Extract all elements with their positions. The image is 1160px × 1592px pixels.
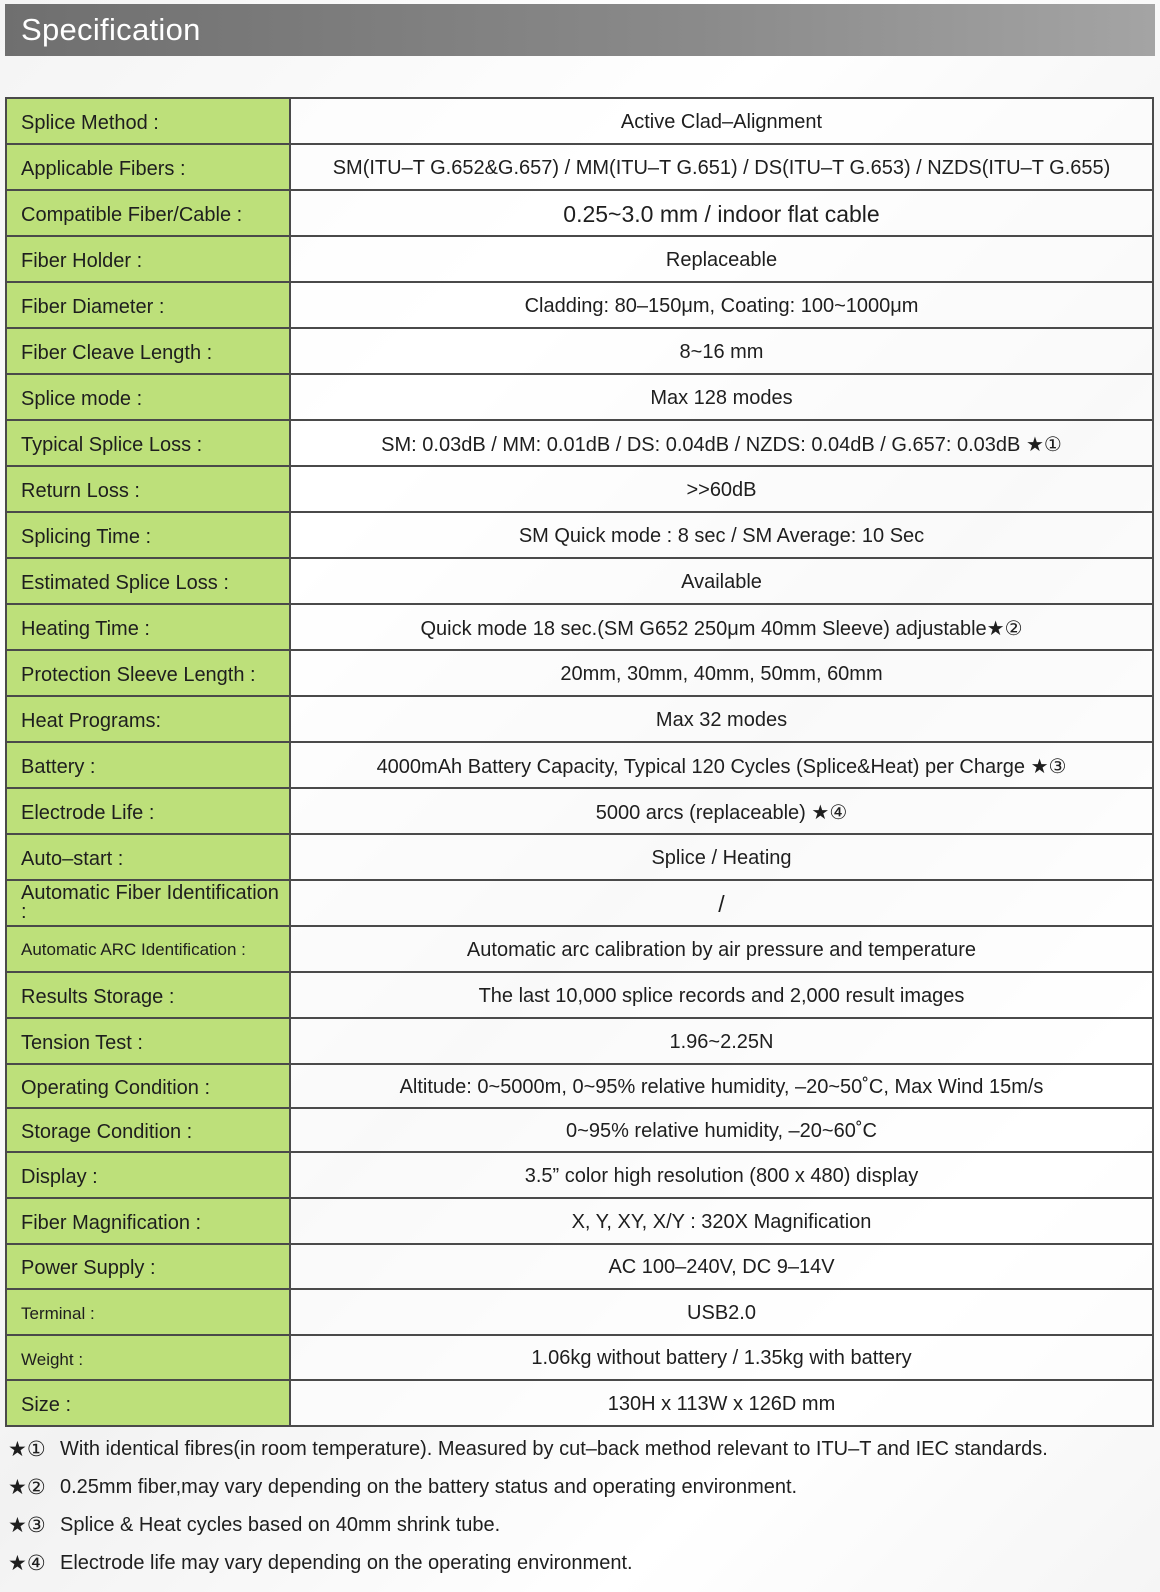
spec-label: Weight : (6, 1335, 290, 1380)
table-row (6, 144, 1153, 190)
spec-value: 4000mAh Battery Capacity, Typical 120 Cycles (Splice&Heat) per Charge ★③ (290, 742, 1153, 788)
table-row (6, 1289, 1153, 1335)
spec-value: 1.06kg without battery / 1.35kg with battery (290, 1335, 1153, 1380)
spec-label: Display : (6, 1152, 290, 1198)
table-row (6, 1018, 1153, 1064)
spec-label: Terminal : (6, 1289, 290, 1335)
table-row (6, 742, 1153, 788)
spec-label: Applicable Fibers : (6, 144, 290, 190)
spec-value: >>60dB (290, 466, 1153, 512)
table-row (6, 1244, 1153, 1289)
spec-label: Fiber Holder : (6, 236, 290, 282)
footnote-mark: ★① (8, 1437, 46, 1461)
header-bar (5, 4, 1155, 56)
spec-label: Tension Test : (6, 1018, 290, 1064)
footnote-text: With identical fibres(in room temperature). Measured by cut–back method relevant to ITU–T and IEC standards. (60, 1437, 1048, 1460)
spec-value: SM Quick mode : 8 sec / SM Average: 10 Sec (290, 512, 1153, 558)
spec-value: 20mm, 30mm, 40mm, 50mm, 60mm (290, 650, 1153, 696)
spec-label: Storage Condition : (6, 1108, 290, 1152)
spec-label: Typical Splice Loss : (6, 420, 290, 466)
footnote (8, 1468, 1158, 1506)
spec-value: 0~95% relative humidity, –20~60˚C (290, 1108, 1153, 1152)
spec-label: Heat Programs: (6, 696, 290, 742)
spec-value: Automatic arc calibration by air pressure and temperature (290, 926, 1153, 972)
footnote-mark: ★③ (8, 1513, 46, 1537)
spec-value: 130H x 113W x 126D mm (290, 1380, 1153, 1426)
table-row (6, 604, 1153, 650)
footnotes (8, 1430, 1158, 1582)
spec-value: SM: 0.03dB / MM: 0.01dB / DS: 0.04dB / NZDS: 0.04dB / G.657: 0.03dB ★① (290, 420, 1153, 466)
table-row (6, 98, 1153, 144)
table-row (6, 1198, 1153, 1244)
spec-label: Operating Condition : (6, 1064, 290, 1108)
table-row (6, 880, 1153, 926)
table-row (6, 420, 1153, 466)
spec-value: Active Clad–Alignment (290, 98, 1153, 144)
spec-label: Fiber Diameter : (6, 282, 290, 328)
footnote-mark: ★④ (8, 1551, 46, 1575)
table-row (6, 190, 1153, 236)
spec-value: The last 10,000 splice records and 2,000 result images (290, 972, 1153, 1018)
spec-label: Battery : (6, 742, 290, 788)
table-row (6, 1108, 1153, 1152)
spec-table (5, 97, 1154, 1427)
table-row (6, 696, 1153, 742)
spec-value: 5000 arcs (replaceable) ★④ (290, 788, 1153, 834)
spec-label: Estimated Splice Loss : (6, 558, 290, 604)
spec-label: Automatic ARC Identification : (6, 926, 290, 972)
spec-label: Electrode Life : (6, 788, 290, 834)
table-row (6, 926, 1153, 972)
spec-label: Power Supply : (6, 1244, 290, 1289)
spec-value: 1.96~2.25N (290, 1018, 1153, 1064)
spec-value: Max 128 modes (290, 374, 1153, 420)
spec-value: Altitude: 0~5000m, 0~95% relative humidity, –20~50˚C, Max Wind 15m/s (290, 1064, 1153, 1108)
spec-label: Return Loss : (6, 466, 290, 512)
spec-label: Splice Method : (6, 98, 290, 144)
spec-value: USB2.0 (290, 1289, 1153, 1335)
table-row (6, 1152, 1153, 1198)
footnote (8, 1506, 1158, 1544)
spec-value: Cladding: 80–150μm, Coating: 100~1000μm (290, 282, 1153, 328)
spec-value: Replaceable (290, 236, 1153, 282)
spec-label: Fiber Magnification : (6, 1198, 290, 1244)
table-row (6, 834, 1153, 880)
spec-label: Results Storage : (6, 972, 290, 1018)
spec-value: SM(ITU–T G.652&G.657) / MM(ITU–T G.651) / DS(ITU–T G.653) / NZDS(ITU–T G.655) (290, 144, 1153, 190)
table-row (6, 282, 1153, 328)
table-row (6, 972, 1153, 1018)
spec-value: Max 32 modes (290, 696, 1153, 742)
spec-label: Splicing Time : (6, 512, 290, 558)
spec-value: X, Y, XY, X/Y : 320X Magnification (290, 1198, 1153, 1244)
spec-value: 8~16 mm (290, 328, 1153, 374)
table-row (6, 1064, 1153, 1108)
spec-label: Splice mode : (6, 374, 290, 420)
table-row (6, 788, 1153, 834)
footnote-text: 0.25mm fiber,may vary depending on the battery status and operating environment. (60, 1475, 798, 1498)
spec-label: Compatible Fiber/Cable : (6, 190, 290, 236)
spec-value: 0.25~3.0 mm / indoor flat cable (290, 190, 1153, 236)
footnote (8, 1544, 1158, 1582)
spec-value: Available (290, 558, 1153, 604)
spec-label: Auto–start : (6, 834, 290, 880)
spec-label: Protection Sleeve Length : (6, 650, 290, 696)
table-row (6, 512, 1153, 558)
footnote-text: Splice & Heat cycles based on 40mm shrink tube. (60, 1513, 501, 1536)
table-row (6, 1380, 1153, 1426)
spec-label: Fiber Cleave Length : (6, 328, 290, 374)
table-row (6, 328, 1153, 374)
table-row (6, 374, 1153, 420)
spec-value: / (290, 880, 1153, 926)
footnote-text: Electrode life may vary depending on the operating environment. (60, 1551, 633, 1574)
table-row (6, 558, 1153, 604)
footnote (8, 1430, 1158, 1468)
table-row (6, 466, 1153, 512)
spec-value: AC 100–240V, DC 9–14V (290, 1244, 1153, 1289)
spec-value: Splice / Heating (290, 834, 1153, 880)
spec-label: Heating Time : (6, 604, 290, 650)
table-row (6, 236, 1153, 282)
spec-value: 3.5” color high resolution (800 x 480) display (290, 1152, 1153, 1198)
table-row (6, 1335, 1153, 1380)
spec-value: Quick mode 18 sec.(SM G652 250μm 40mm Sleeve) adjustable★② (290, 604, 1153, 650)
page-title: Specification (21, 12, 201, 47)
spec-label: Automatic Fiber Identification : (6, 880, 290, 926)
footnote-mark: ★② (8, 1475, 46, 1499)
spec-label: Size : (6, 1380, 290, 1426)
table-row (6, 650, 1153, 696)
